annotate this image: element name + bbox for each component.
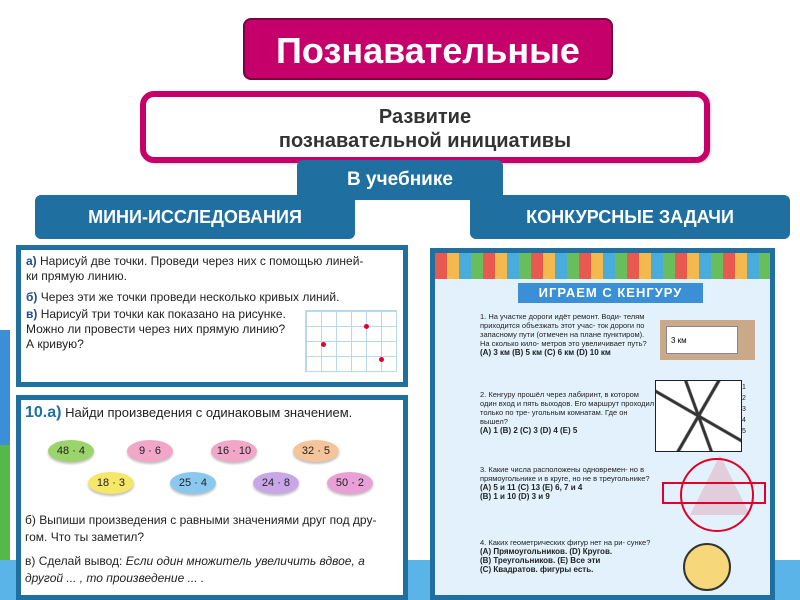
dot-grid-figure xyxy=(305,310,397,372)
question-1-answers: (A) 3 км (B) 5 км (C) 6 км (D) 10 км xyxy=(480,348,611,357)
question-1 xyxy=(480,312,655,357)
page-title: Познавательные xyxy=(243,18,613,80)
subtitle-line-2: познавательной инициативы xyxy=(278,130,572,152)
task-c-text-2: Можно ли провести через них прямую линию? xyxy=(26,322,286,336)
kangaroo-title: ИГРАЕМ С КЕНГУРУ xyxy=(518,283,703,303)
question-3 xyxy=(480,465,655,501)
task-10-c-italic: Если один множитель увеличить вдвое, а xyxy=(125,554,365,568)
task-b-text: Через эти же точки проведи несколько кривых линий. xyxy=(40,290,340,304)
product-pill-4: 32 · 5 xyxy=(293,440,339,462)
task-10-heading xyxy=(25,404,352,422)
task-10-c xyxy=(25,553,400,587)
task-c-text-3: А кривую? xyxy=(26,337,84,351)
task-10-c-text-2: другой ... , то произведение ... . xyxy=(25,571,205,585)
task-10-prefix: а) xyxy=(47,404,62,421)
task-10-b-text: б) Выпиши произведения с равными значениями друг под дру- xyxy=(25,513,377,527)
task-b xyxy=(26,290,401,305)
subtitle-line-1: Развитие xyxy=(378,106,472,128)
road-figure xyxy=(660,320,755,360)
product-pill-5: 18 · 3 xyxy=(88,472,134,494)
textbook-label: В учебнике xyxy=(297,160,503,200)
road-label: 3 км xyxy=(671,336,687,345)
decorative-ornament-border xyxy=(435,253,770,279)
contest-tasks-badge: КОНКУРСНЫЕ ЗАДАЧИ xyxy=(470,195,790,239)
question-3-answers-1: (A) 5 и 11 (C) 13 (E) 6, 7 и 4 xyxy=(480,483,583,492)
maze-exit-1: 1 xyxy=(742,384,746,391)
product-pill-6: 25 · 4 xyxy=(170,472,216,494)
task-10-b xyxy=(25,512,395,546)
task-10-b-text-2: гом. Что ты заметил? xyxy=(25,530,145,544)
product-pill-8: 50 · 2 xyxy=(327,472,373,494)
maze-exit-numbers xyxy=(742,382,746,437)
task-a-prefix: а) xyxy=(26,254,37,268)
task-b-prefix: б) xyxy=(26,290,38,304)
question-1-text: 1. На участке дороги идёт ремонт. Води- телям приходится объезжать этот учас- ток дороги по запасному пути (отмечен на плане пунктиром). На сколько кило- метров это увеличивает путь? xyxy=(480,312,647,348)
subtitle-box xyxy=(140,91,710,163)
question-2-answers: (A) 1 (B) 2 (C) 3 (D) 4 (E) 5 xyxy=(480,426,578,435)
question-2-text: 2. Кенгуру прошёл через лабиринт, в котором один вход и пять выходов. Его маршрут проходил только по тре- угольным комнатам. Где он вышел? xyxy=(480,390,655,426)
cat-figure xyxy=(683,543,731,591)
product-pill-7: 24 · 8 xyxy=(253,472,299,494)
maze-exit-4: 4 xyxy=(742,417,746,424)
maze-figure xyxy=(655,380,742,452)
task-a-text: Нарисуй две точки. Проведи через них с помощью линей- xyxy=(40,254,364,268)
task-c-text: Нарисуй три точки как показано на рисунке. xyxy=(40,307,286,321)
task-number: 10. xyxy=(25,404,48,421)
question-4-text: 4. Каких геометрических фигур нет на ри- сунке? xyxy=(480,538,651,547)
task-10-c-prefix: в) Сделай вывод: xyxy=(25,554,123,568)
task-c-prefix: в) xyxy=(26,307,38,321)
task-a xyxy=(26,254,401,284)
mini-research-badge: МИНИ-ИССЛЕДОВАНИЯ xyxy=(35,195,355,239)
road-figure-inner xyxy=(666,326,738,354)
decorative-blue-strip xyxy=(0,330,10,450)
maze-exit-2: 2 xyxy=(742,395,746,402)
question-4-answers-3: (C) Квадратов. фигуры есть. xyxy=(480,565,594,574)
point-2 xyxy=(364,324,369,329)
product-pill-3: 16 · 10 xyxy=(211,440,257,462)
question-2 xyxy=(480,390,655,435)
product-pill-1: 48 · 4 xyxy=(48,440,94,462)
maze-exit-5: 5 xyxy=(742,428,746,435)
rectangle-figure xyxy=(662,482,766,504)
task-a-text-2: ки прямую линию. xyxy=(26,269,127,283)
question-3-answers-2: (B) 1 и 10 (D) 3 и 9 xyxy=(480,492,550,501)
question-4-answers-1: (A) Прямоугольников. (D) Кругов. xyxy=(480,547,613,556)
product-pill-2: 9 · 6 xyxy=(127,440,173,462)
task-10-text: Найди произведения с одинаковым значением. xyxy=(65,405,353,420)
point-1 xyxy=(321,342,326,347)
maze-exit-3: 3 xyxy=(742,406,746,413)
task-c xyxy=(26,307,316,352)
question-3-text: 3. Какие числа расположены одновремен- но в прямоугольнике и в круге, но не в треугольнике? xyxy=(480,465,650,483)
question-4 xyxy=(480,538,655,574)
point-3 xyxy=(379,357,384,362)
question-4-answers-2: (B) Треугольников. (E) Все эти xyxy=(480,556,601,565)
